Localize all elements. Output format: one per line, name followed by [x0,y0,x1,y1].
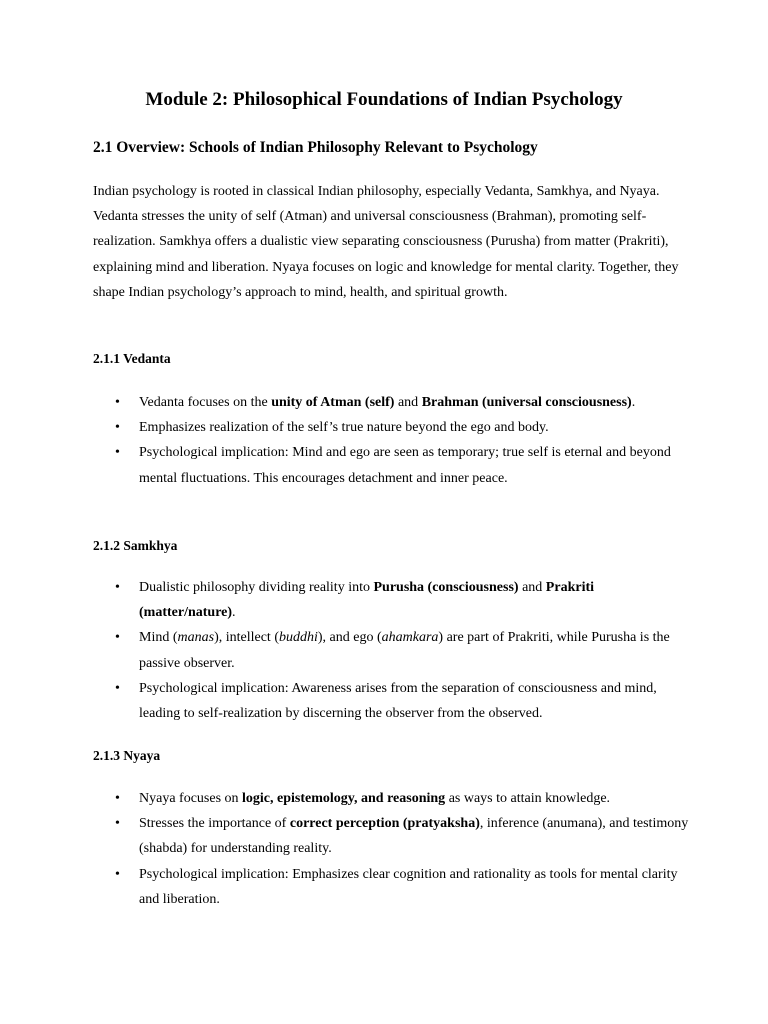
text-run: Vedanta focuses on the [139,395,272,410]
text-run: , inference (anumana), and testimony (shabda) for understanding reality. [139,816,689,857]
text-run: Stresses the importance of [139,816,290,832]
bullet-icon: • [115,816,120,832]
subsection-heading-samkhya: 2.1.2 Samkhya [93,538,178,553]
list-item [93,625,693,675]
text-run: as ways to attain knowledge. [445,791,611,806]
text-run: Psychological implication: Awareness arises from the separation of consciousness and mind, leading to self-realization by discerning the observer from the observed. [139,680,657,722]
text-run: Nyaya focuses on [139,791,243,806]
bold-text: Purusha (consciousness) [373,580,519,595]
list-item [93,575,693,625]
page-title: Module 2: Philosophical Foundations of Indian Psychology [145,89,623,110]
nyaya-bullet-list [93,786,693,912]
text-run: ) are part of Prakriti, while Purusha is the passive observer. [139,630,670,671]
text-run: ), and ego ( [317,630,382,646]
text-run: Dualistic philosophy dividing reality into [139,580,374,595]
text-run: ), intellect ( [214,630,279,646]
subsection-heading-vedanta: 2.1.1 Vedanta [93,351,171,366]
bullet-icon: • [115,580,120,595]
bullet-icon: • [115,791,120,806]
list-item [93,390,693,415]
list-item [93,811,693,861]
bold-text: correct perception (pratyaksha) [289,816,480,832]
vedanta-bullet-list [93,390,693,491]
list-item [93,786,693,811]
text-run: . [631,395,636,410]
bullet-icon: • [115,630,120,646]
list-item [93,440,693,490]
bold-text: unity of Atman (self) [271,395,395,410]
italic-text: ahamkara [381,630,439,646]
list-item [93,415,693,440]
bold-text: logic, epistemology, and reasoning [242,791,446,806]
samkhya-bullet-list [93,575,693,726]
text-run: and [518,580,546,595]
text-run: and [394,395,422,410]
section-heading-overview: 2.1 Overview: Schools of Indian Philosophy Relevant to Psychology [93,139,538,156]
italic-text: buddhi [278,630,318,646]
bullet-icon: • [115,445,120,461]
bullet-icon: • [115,866,120,882]
list-item [93,862,693,912]
bullet-icon: • [115,395,120,410]
text-run: Psychological implication: Emphasizes clear cognition and rationality as tools for mental clarity and liberation. [139,866,678,907]
overview-paragraph: Indian psychology is rooted in classical Indian philosophy, especially Vedanta, Samkhya, and Nyaya. Vedanta stresses the unity of self (Atman) and universal consciousness (Brahman), promoting self-realization. Samkhya offers a dualistic view separating consciousness (Purusha) from matter (Prakriti), explaining mind and liberation. Nyaya focuses on logic and knowledge for mental clarity. Together, they shape Indian psychology’s approach to mind, health, and spiritual growth. [93,184,679,300]
bullet-icon: • [115,420,120,436]
text-run: Psychological implication: Mind and ego are seen as temporary; true self is eternal and beyond mental fluctuations. This encourages detachment and inner peace. [139,445,671,486]
list-item [93,676,693,726]
text-run: . [232,605,236,621]
italic-text: manas [177,630,215,646]
bold-text: Prakriti (matter/nature) [139,580,595,621]
bold-text: Brahman (universal consciousness) [421,395,632,410]
text-run: Emphasizes realization of the self’s true nature beyond the ego and body. [139,420,549,436]
subsection-heading-nyaya: 2.1.3 Nyaya [93,748,161,763]
bullet-icon: • [115,680,120,696]
text-run: Mind ( [139,630,178,646]
